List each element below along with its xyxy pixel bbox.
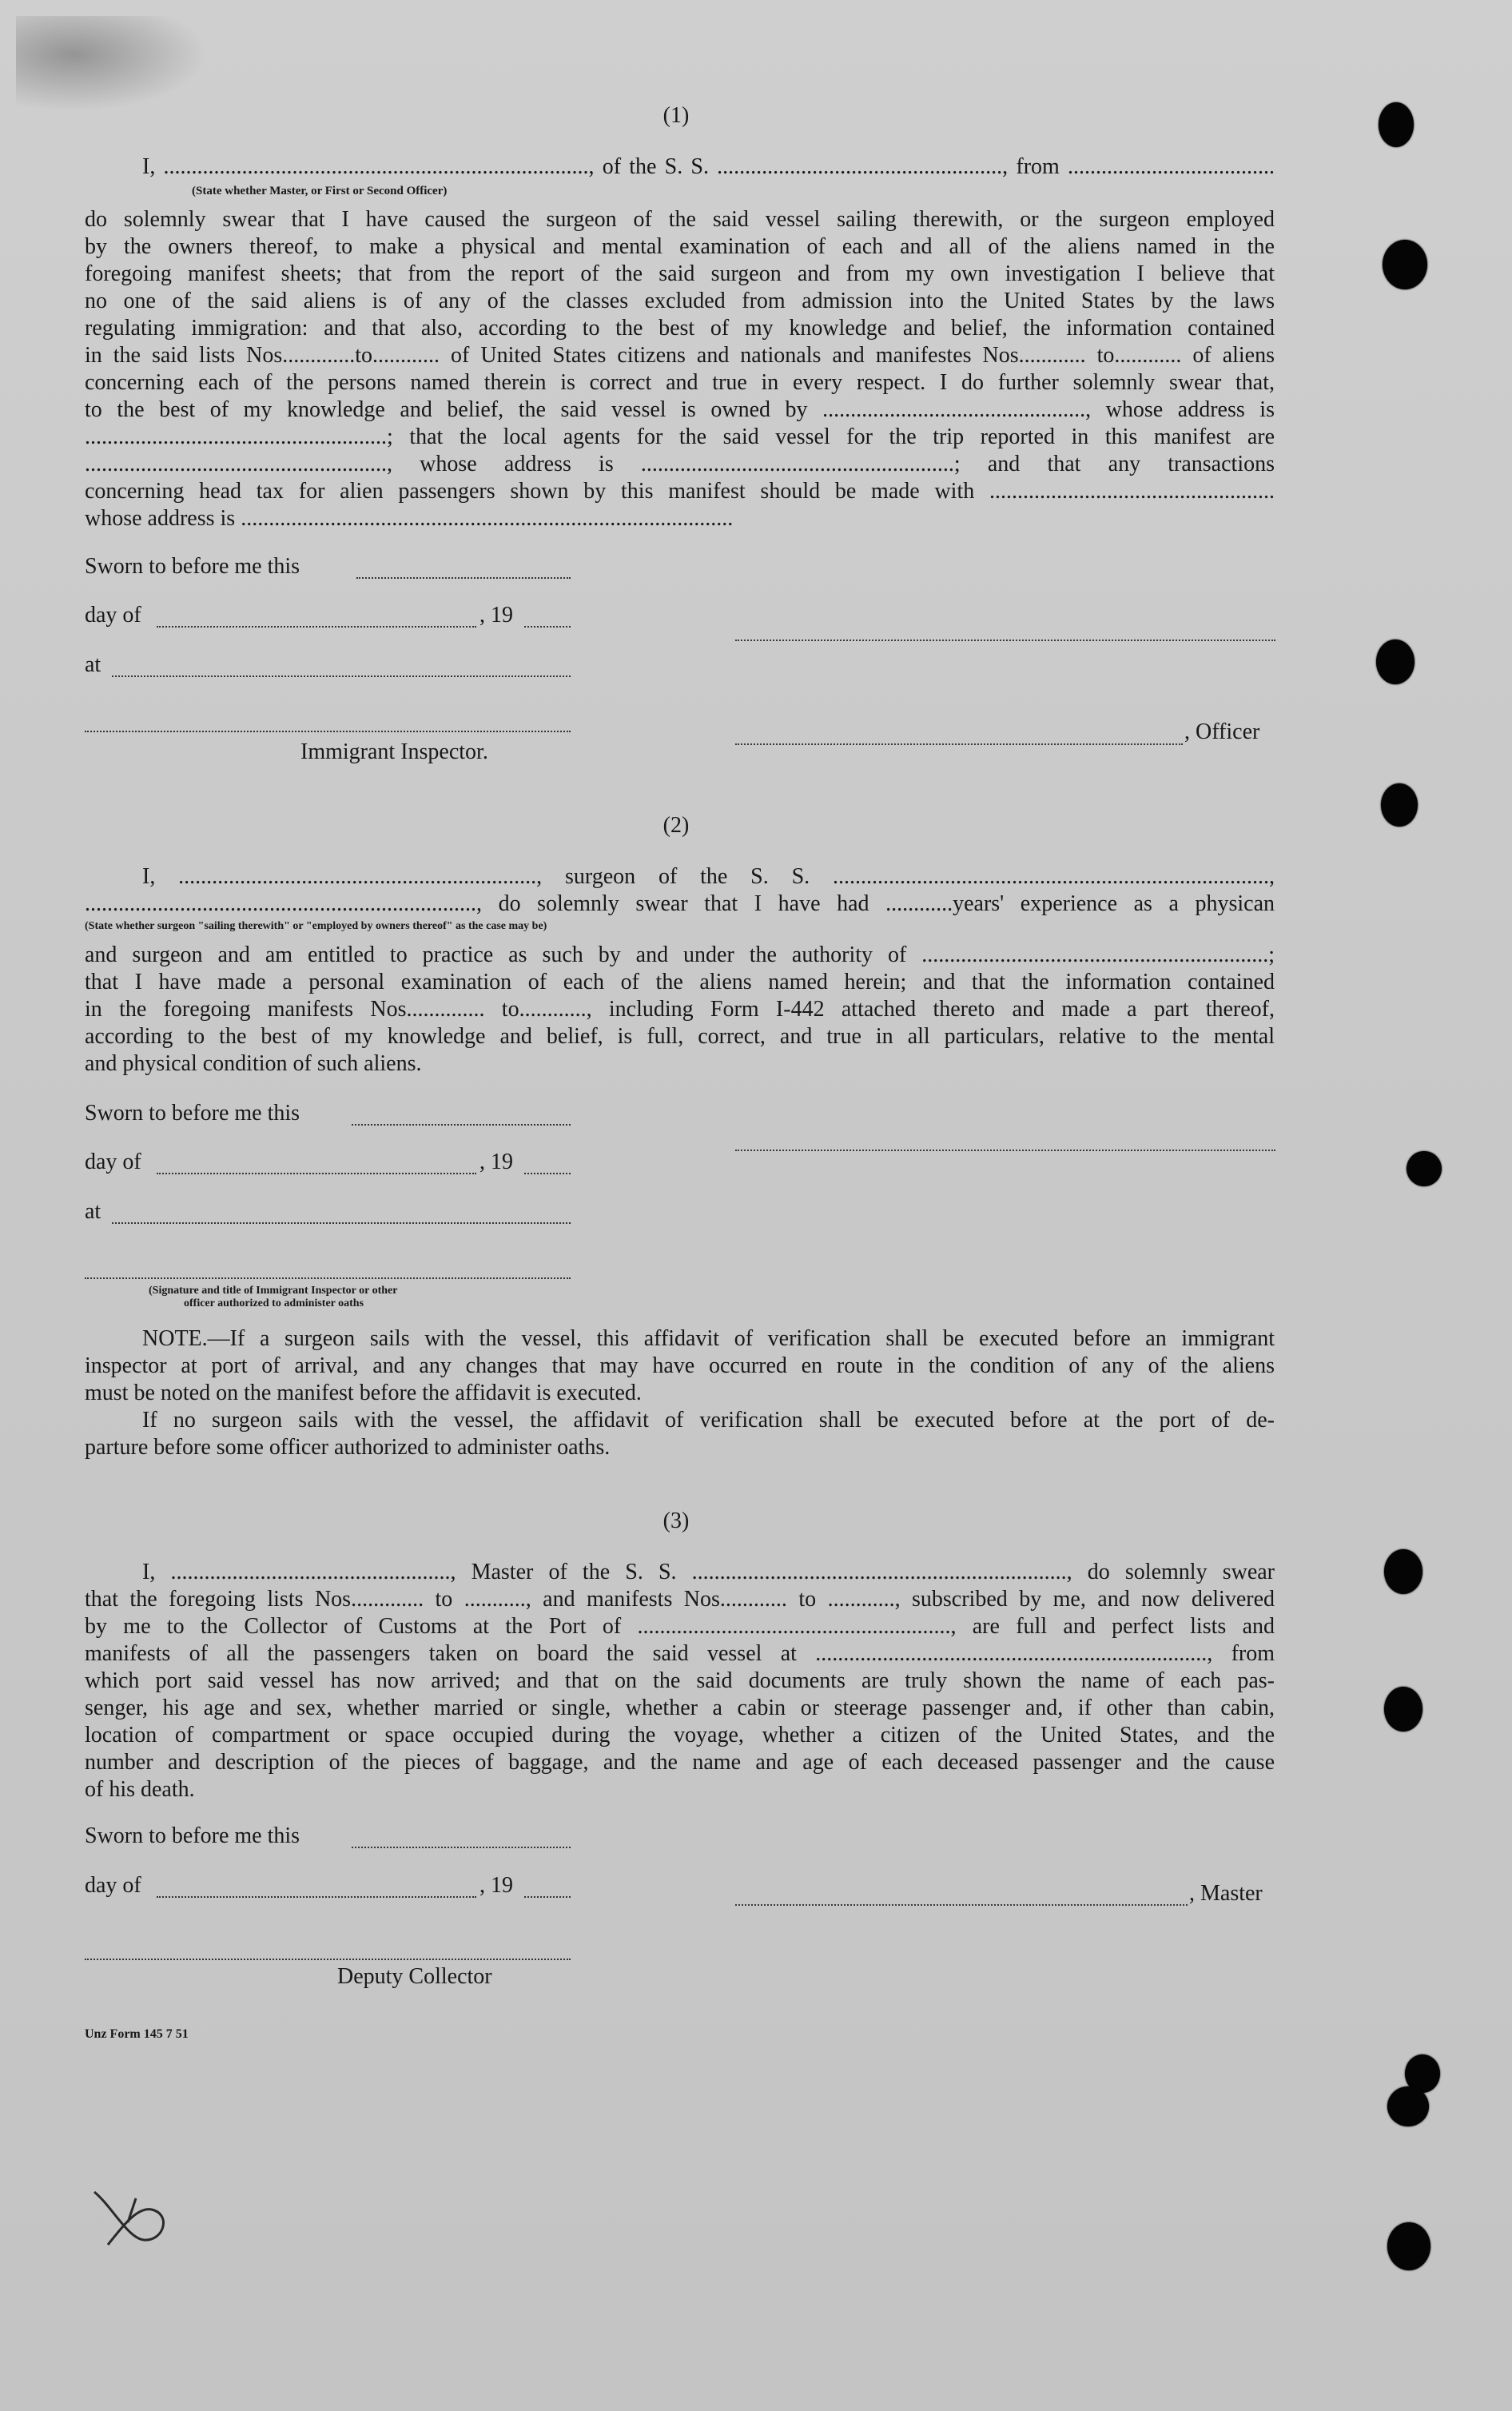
section-2-line: according to the best of my knowledge and belief, is full, correct, and true in all particulars, relative to the mental bbox=[85, 1024, 1275, 1049]
note-line: must be noted on the manifest before the affidavit is executed. bbox=[85, 1381, 642, 1405]
section-3-line: by me to the Collector of Customs at the Port of ........................................................, are full and perfect lists and bbox=[85, 1614, 1275, 1639]
at-field[interactable] bbox=[112, 1222, 571, 1224]
section-2-line: ......................................................................, do solemnly swear that I have had ............years' experience as a physican bbox=[85, 891, 1275, 916]
binder-hole bbox=[1379, 102, 1414, 147]
note-line: If no surgeon sails with the vessel, the affidavit of verification shall be executed before at the port of de- bbox=[142, 1408, 1275, 1433]
at-field[interactable] bbox=[112, 675, 571, 677]
section-3-line: I, .................................................., Master of the S. S. ..................................................................., do solemnly swear bbox=[142, 1560, 1275, 1584]
section-2-line: I, ................................................................, surgeon of the S. S. .............................................................................., bbox=[142, 864, 1275, 889]
day-of-field[interactable] bbox=[157, 626, 476, 628]
handwritten-mark bbox=[88, 2182, 184, 2254]
section-3-line: senger, his age and sex, whether married or single, whether a cabin or steerage passenger and, if other than cabin, bbox=[85, 1696, 1275, 1720]
note-line: NOTE.—If a surgeon sails with the vessel, this affidavit of verification shall be executed before an immigrant bbox=[142, 1326, 1275, 1351]
immigrant-inspector-label: Immigrant Inspector. bbox=[300, 739, 488, 764]
sworn-label: Sworn to before me this bbox=[85, 1823, 300, 1848]
binder-hole bbox=[1387, 2086, 1429, 2126]
section-3-line: manifests of all the passengers taken on board the said vessel at ......................................................................, from bbox=[85, 1641, 1275, 1666]
binder-hole bbox=[1384, 1549, 1422, 1594]
binder-hole bbox=[1381, 783, 1418, 827]
master-signature-line[interactable] bbox=[735, 1904, 1188, 1906]
day-of-field[interactable] bbox=[157, 1896, 476, 1898]
sworn-date-field[interactable] bbox=[352, 1124, 571, 1126]
year-label: , 19 bbox=[479, 1873, 513, 1898]
section-1-line: ......................................................, whose address is ........................................................; and that any transactions bbox=[85, 452, 1275, 476]
section-1-line: concerning head tax for alien passengers shown by this manifest should be made with ................................................... bbox=[85, 479, 1275, 504]
section-1-line: no one of the said aliens is of any of the classes excluded from admission into the United States by the laws bbox=[85, 289, 1275, 313]
deputy-collector-label: Deputy Collector bbox=[337, 1964, 492, 1989]
officer-signature-line[interactable] bbox=[735, 743, 1183, 745]
section-2-heading: (2) bbox=[662, 813, 690, 838]
section-3-line: location of compartment or space occupied during the voyage, whether a citizen of the United States, and the bbox=[85, 1723, 1275, 1747]
section-2-line: in the foregoing manifests Nos.............. to............, including Form I-442 attached thereto and made a part thereof, bbox=[85, 997, 1275, 1022]
day-of-field[interactable] bbox=[157, 1173, 476, 1174]
sworn-label: Sworn to before me this bbox=[85, 554, 300, 579]
binder-hole bbox=[1407, 1151, 1442, 1186]
section-2-line: that I have made a personal examination of each of the aliens named herein; and that the information contained bbox=[85, 970, 1275, 994]
master-signature-line[interactable] bbox=[735, 640, 1275, 641]
officer-label: , Officer bbox=[1184, 719, 1260, 744]
inspector-signature-line[interactable] bbox=[85, 731, 571, 732]
day-of-label: day of bbox=[85, 603, 141, 628]
section-1-heading: (1) bbox=[662, 103, 690, 128]
year-label: , 19 bbox=[479, 603, 513, 628]
sworn-date-field[interactable] bbox=[352, 1847, 571, 1848]
section-1-line: to the best of my knowledge and belief, the said vessel is owned by ..............................................., whose address is bbox=[85, 397, 1275, 422]
officer-signature-line[interactable] bbox=[85, 1277, 571, 1279]
section-1-line: do solemnly swear that I have caused the surgeon of the said vessel sailing therewith, or the surgeon employed bbox=[85, 207, 1275, 232]
signature-note: officer authorized to administer oaths bbox=[184, 1297, 364, 1309]
sworn-date-field[interactable] bbox=[356, 577, 571, 579]
at-label: at bbox=[85, 652, 101, 677]
day-of-label: day of bbox=[85, 1873, 141, 1898]
note-line: inspector at port of arrival, and any changes that may have occurred en route in the condition of any of the aliens bbox=[85, 1353, 1275, 1378]
section-2-line: and physical condition of such aliens. bbox=[85, 1051, 422, 1076]
master-officer-note: (State whether Master, or First or Second Officer) bbox=[192, 185, 448, 197]
section-1-line: in the said lists Nos.............to............ of United States citizens and nationals and manifestes Nos............ to............ of aliens bbox=[85, 343, 1275, 368]
section-2-line: and surgeon and am entitled to practice as such by and under the authority of ..............................................................; bbox=[85, 942, 1275, 967]
section-1-line: I, ............................................................................, of the S. S. ..................................................., from ..................................... bbox=[142, 154, 1275, 179]
section-1-line: foregoing manifest sheets; that from the report of the said surgeon and from my own investigation I believe that bbox=[85, 261, 1275, 286]
section-1-line: ......................................................; that the local agents for the said vessel for the trip reported in this manifest are bbox=[85, 424, 1275, 449]
section-3-line: of his death. bbox=[85, 1777, 195, 1802]
binder-hole bbox=[1376, 640, 1415, 684]
year-label: , 19 bbox=[479, 1150, 513, 1174]
binder-hole bbox=[1384, 1687, 1422, 1732]
section-1-line: concerning each of the persons named therein is correct and true in every respect. I do further solemnly swear that, bbox=[85, 370, 1275, 395]
section-3-line: that the foregoing lists Nos............. to ..........., and manifests Nos............ to ............, subscribed by me, and now delivered bbox=[85, 1587, 1275, 1612]
section-1-line: regulating immigration: and that also, according to the best of my knowledge and belief, the information contained bbox=[85, 316, 1275, 341]
year-field[interactable] bbox=[524, 1173, 571, 1174]
day-of-label: day of bbox=[85, 1150, 141, 1174]
section-3-line: number and description of the pieces of baggage, and the name and age of each deceased passenger and the cause bbox=[85, 1750, 1275, 1775]
section-3-line: which port said vessel has now arrived; and that on the said documents are truly shown the name of each pas- bbox=[85, 1668, 1275, 1693]
section-1-line: whose address is ........................................................................................ bbox=[85, 506, 734, 531]
year-field[interactable] bbox=[524, 1896, 571, 1898]
signature-note: (Signature and title of Immigrant Inspector or other bbox=[149, 1285, 398, 1297]
section-1-line: by the owners thereof, to make a physical and mental examination of each and all of the aliens named in the bbox=[85, 234, 1275, 259]
at-label: at bbox=[85, 1199, 101, 1224]
section-3-heading: (3) bbox=[662, 1508, 690, 1533]
surgeon-signature-line[interactable] bbox=[735, 1150, 1275, 1151]
year-field[interactable] bbox=[524, 626, 571, 628]
binder-hole bbox=[1387, 2222, 1430, 2270]
binder-hole bbox=[1383, 240, 1427, 289]
form-number: Unz Form 145 7 51 bbox=[85, 2027, 189, 2041]
note-line: parture before some officer authorized to administer oaths. bbox=[85, 1435, 611, 1460]
master-label: , Master bbox=[1189, 1881, 1263, 1906]
corner-smudge bbox=[16, 16, 208, 112]
deputy-collector-signature-line[interactable] bbox=[85, 1959, 571, 1960]
surgeon-note: (State whether surgeon "sailing therewith" or "employed by owners thereof" as the case may be) bbox=[85, 920, 547, 932]
sworn-label: Sworn to before me this bbox=[85, 1101, 300, 1126]
